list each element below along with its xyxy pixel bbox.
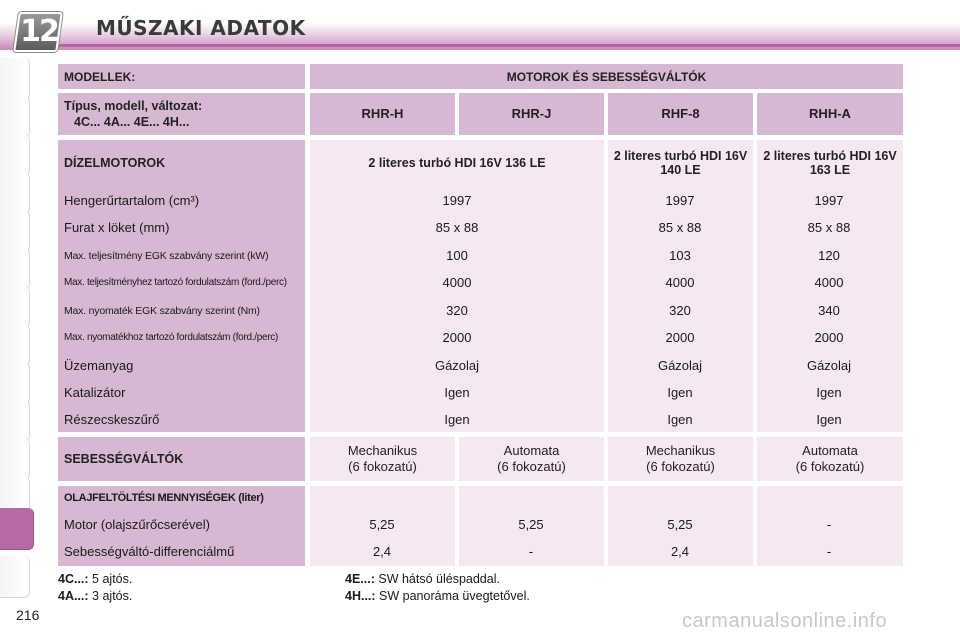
footnote-text: SW hátsó üléspaddal. <box>378 572 500 586</box>
chapter-tab[interactable] <box>0 172 30 214</box>
gearbox-type: Automata <box>802 443 858 458</box>
footnote-text: 3 ajtós. <box>92 589 133 603</box>
chapter-tab[interactable] <box>0 286 30 328</box>
spec-value: Igen <box>444 412 470 427</box>
chapter-tab-active[interactable] <box>0 508 34 550</box>
oil-value: - <box>826 517 832 532</box>
spec-value: Igen <box>816 412 842 427</box>
chapter-tab[interactable] <box>0 556 30 598</box>
engine-name-140: 2 literes turbó HDI 16V 140 LE <box>613 149 748 177</box>
gearbox-type: Mechanikus <box>645 443 716 458</box>
spec-value: 340 <box>818 303 840 318</box>
code-rhr-h: RHR-H <box>310 93 455 135</box>
spec-value: Igen <box>667 385 693 400</box>
spec-value: 85 x 88 <box>435 220 479 235</box>
spec-value: 4000 <box>442 275 472 290</box>
oil-value: - <box>528 544 534 559</box>
spec-value: 4000 <box>665 275 695 290</box>
gearbox-type: Mechanikus <box>347 443 418 458</box>
spec-label: Részecskeszűrő <box>64 412 160 427</box>
chapter-tab[interactable] <box>0 58 30 100</box>
watermark: carmanualsonline.info <box>682 610 888 632</box>
oil-value: 5,25 <box>667 517 693 532</box>
engine-name-136: 2 literes turbó HDI 16V 136 LE <box>368 156 546 170</box>
oil-row-label: Sebességváltó-differenciálmű <box>64 544 235 559</box>
spec-value: 4000 <box>814 275 844 290</box>
spec-label: Furat x löket (mm) <box>64 220 170 235</box>
spec-value: 2000 <box>442 330 472 345</box>
gearbox-cell <box>310 437 455 481</box>
engines-gearboxes-header: MOTOROK ÉS SEBESSÉGVÁLTÓK <box>310 64 903 89</box>
gearboxes-label: SEBESSÉGVÁLTÓK <box>58 437 305 481</box>
spec-value: 320 <box>669 303 691 318</box>
footnote-text: SW panoráma üvegtetővel. <box>379 589 530 603</box>
spec-value: 100 <box>446 248 468 263</box>
oil-row-label: Motor (olajszűrőcserével) <box>64 517 210 532</box>
engine-name-163: 2 literes turbó HDI 16V 163 LE <box>763 149 897 177</box>
spec-value: 2000 <box>665 330 695 345</box>
chapter-tab[interactable] <box>0 362 30 404</box>
gearbox-gears: (6 fokozatú) <box>497 459 566 474</box>
chapter-tab[interactable] <box>0 134 30 176</box>
spec-value: Gázolaj <box>806 358 852 373</box>
spec-value: 1997 <box>814 193 844 208</box>
chapter-tab[interactable] <box>0 96 30 138</box>
models-header: MODELLEK: <box>58 64 305 89</box>
gearbox-cell <box>608 437 753 481</box>
gearbox-cell <box>757 437 903 481</box>
spec-label: Max. teljesítmény EGK szabvány szerint (kW) <box>64 249 269 262</box>
code-rhh-a: RHH-A <box>757 93 903 135</box>
gearbox-cell <box>459 437 604 481</box>
footnote-4c <box>58 572 132 586</box>
spec-value: Igen <box>444 385 470 400</box>
spec-value: 103 <box>669 248 691 263</box>
oil-value: - <box>826 544 832 559</box>
footnote-key: 4E...: <box>345 572 375 586</box>
type-header <box>58 93 305 135</box>
spec-value: 2000 <box>814 330 844 345</box>
oil-value: 5,25 <box>518 517 544 532</box>
page-title: MŰSZAKI ADATOK <box>96 16 306 40</box>
oil-value: 2,4 <box>372 544 392 559</box>
spec-value: 120 <box>818 248 840 263</box>
spec-label: Hengerűrtartalom (cm³) <box>64 193 200 208</box>
header-divider <box>55 44 960 47</box>
spec-value: 1997 <box>665 193 695 208</box>
spec-label: Max. nyomatékhoz tartozó fordulatszám (ford./perc) <box>64 332 278 343</box>
chapter-tab[interactable] <box>0 400 30 442</box>
chapter-tab[interactable] <box>0 438 30 480</box>
type-codes-label: 4C... 4A... 4E... 4H... <box>74 115 190 129</box>
chapter-tabs <box>0 58 34 598</box>
footnote-key: 4H...: <box>345 589 376 603</box>
footnote-key: 4A...: <box>58 589 89 603</box>
spec-value: 85 x 88 <box>807 220 851 235</box>
code-rhr-j: RHR-J <box>459 93 604 135</box>
type-label: Típus, modell, változat: <box>64 99 203 113</box>
code-rhf-8: RHF-8 <box>608 93 753 135</box>
spec-label: Katalizátor <box>64 385 126 400</box>
spec-value: 1997 <box>442 193 472 208</box>
oil-value: 5,25 <box>369 517 395 532</box>
page-number: 216 <box>16 607 40 623</box>
spec-label: Max. nyomaték EGK szabvány szerint (Nm) <box>64 304 260 317</box>
chapter-tab[interactable] <box>0 210 30 252</box>
footnote-key: 4C...: <box>58 572 89 586</box>
footnote-4e <box>345 572 500 586</box>
spec-value: Gázolaj <box>657 358 703 373</box>
gearbox-gears: (6 fokozatú) <box>348 459 417 474</box>
spec-label: Max. teljesítményhez tartozó fordulatszám (ford./perc) <box>64 277 287 288</box>
spec-value: 320 <box>446 303 468 318</box>
oil-capacities-label: OLAJFELTÖLTÉSI MENNYISÉGEK (liter) <box>64 492 264 504</box>
spec-label: Üzemanyag <box>64 358 134 373</box>
spec-value: Gázolaj <box>434 358 480 373</box>
gearbox-gears: (6 fokozatú) <box>795 459 865 474</box>
footnote-4a <box>58 589 132 603</box>
diesel-engines-label: DÍZELMOTOROK <box>64 156 166 170</box>
chapter-tab[interactable] <box>0 324 30 366</box>
oil-value: 2,4 <box>670 544 690 559</box>
spec-value: 85 x 88 <box>658 220 702 235</box>
spec-value: Igen <box>667 412 693 427</box>
footnote-4h <box>345 589 530 603</box>
footnote-text: 5 ajtós. <box>92 572 133 586</box>
chapter-tab[interactable] <box>0 248 30 290</box>
gearbox-gears: (6 fokozatú) <box>646 459 715 474</box>
chapter-number: 12 <box>20 14 58 49</box>
gearbox-type: Automata <box>503 443 560 458</box>
spec-value: Igen <box>816 385 842 400</box>
